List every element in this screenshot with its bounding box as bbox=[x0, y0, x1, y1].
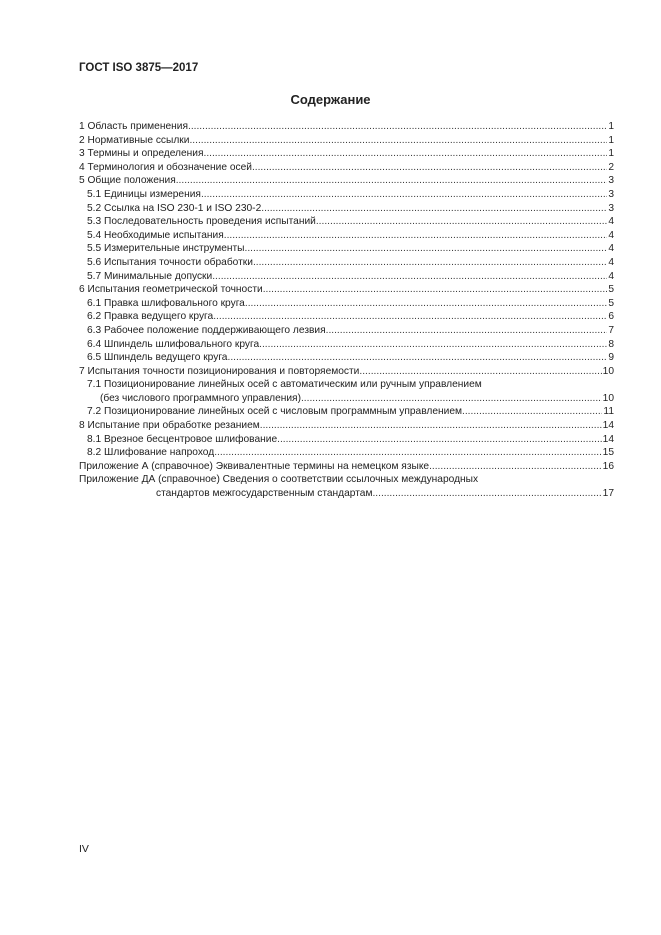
document-header: ГОСТ ISO 3875—2017 bbox=[79, 62, 199, 74]
toc-entry-8-2[interactable]: 8.2 Шлифование напроход ..... 15 bbox=[79, 446, 614, 460]
toc-entry-6-5[interactable]: 6.5 Шпиндель ведущего круга ..... 9 bbox=[79, 351, 614, 365]
toc-entry-5-4[interactable]: 5.4 Необходимые испытания ..... 4 bbox=[79, 229, 614, 243]
toc-entry-4[interactable]: 4 Терминология и обозначение осей ..... 2 bbox=[79, 161, 614, 175]
toc-entry-appendix-a[interactable]: Приложение А (справочное) Эквивалентные термины на немецком языке ..... 16 bbox=[79, 460, 614, 474]
toc-entry-1[interactable]: 1 Область применения ..... 1 bbox=[79, 120, 614, 134]
toc-title: Содержание bbox=[290, 92, 371, 107]
toc-entry-6-2[interactable]: 6.2 Правка ведущего круга ..... 6 bbox=[79, 310, 614, 324]
toc-entry-5[interactable]: 5 Общие положения ..... 3 bbox=[79, 174, 614, 188]
toc-entry-2[interactable]: 2 Нормативные ссылки ..... 1 bbox=[79, 134, 614, 148]
toc-entry-7-1-cont[interactable]: (без числового программного управления) ..... 10 bbox=[79, 392, 614, 406]
toc-entry-5-1[interactable]: 5.1 Единицы измерения ..... 3 bbox=[79, 188, 614, 202]
toc-entry-appendix-da-cont[interactable]: стандартов межгосударственным стандартам ..... 17 bbox=[79, 487, 614, 501]
page-number: IV bbox=[79, 843, 89, 855]
toc-entry-6-4[interactable]: 6.4 Шпиндель шлифовального круга ..... 8 bbox=[79, 338, 614, 352]
toc-entry-appendix-da[interactable]: Приложение ДА (справочное) Сведения о соответствии ссылочных международных bbox=[79, 474, 479, 486]
toc-entry-6-3[interactable]: 6.3 Рабочее положение поддерживающего лезвия ..... 7 bbox=[79, 324, 614, 338]
toc-entry-7[interactable]: 7 Испытания точности позиционирования и повторяемости ..... 10 bbox=[79, 365, 614, 379]
table-of-contents bbox=[79, 120, 614, 501]
toc-entry-5-6[interactable]: 5.6 Испытания точности обработки ..... 4 bbox=[79, 256, 614, 270]
toc-entry-5-3[interactable]: 5.3 Последовательность проведения испытаний ..... 4 bbox=[79, 215, 614, 229]
toc-entry-6[interactable]: 6 Испытания геометрической точности ..... 5 bbox=[79, 283, 614, 297]
toc-entry-6-1[interactable]: 6.1 Правка шлифовального круга ..... 5 bbox=[79, 297, 614, 311]
toc-entry-7-1[interactable]: 7.1 Позиционирование линейных осей с автоматическим или ручным управлением bbox=[87, 379, 482, 391]
toc-entry-5-7[interactable]: 5.7 Минимальные допуски ..... 4 bbox=[79, 270, 614, 284]
toc-entry-8[interactable]: 8 Испытание при обработке резанием ..... 14 bbox=[79, 419, 614, 433]
toc-entry-3[interactable]: 3 Термины и определения ..... 1 bbox=[79, 147, 614, 161]
toc-entry-5-2[interactable]: 5.2 Ссылка на ISO 230-1 и ISO 230-2 ..... 3 bbox=[79, 202, 614, 216]
toc-entry-5-5[interactable]: 5.5 Измерительные инструменты ..... 4 bbox=[79, 242, 614, 256]
toc-entry-7-2[interactable]: 7.2 Позиционирование линейных осей с числовым программным управлением ..... 11 bbox=[79, 405, 614, 419]
toc-entry-8-1[interactable]: 8.1 Врезное бесцентровое шлифование ..... 14 bbox=[79, 433, 614, 447]
